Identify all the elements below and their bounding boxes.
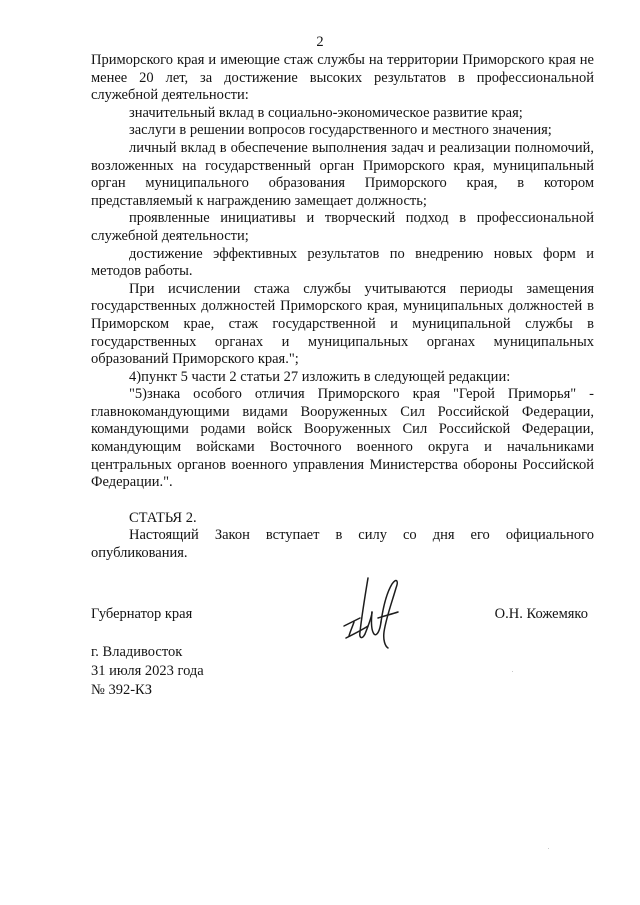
scan-speck (512, 671, 513, 672)
signatory-name: О.Н. Кожемяко (494, 606, 588, 622)
paragraph-service-period: При исчислении стажа службы учитываются периоды замещения государственных должностей Приморского края, муниципальных должностей в Приморском крае, стаж государственной и муниципальной службы в государственных органах и муниципальных органах муниципальных образований Приморского края."; (91, 280, 594, 368)
page-number: 2 (316, 34, 324, 50)
paragraph-amendment-text: "5)знака особого отличия Приморского края "Герой Приморья" - главнокомандующими видами Вооруженных Сил Российской Федерации, командующими родами войск Вооруженных Сил Российской Федерации, командующим войсками Восточного военного округа и начальниками центральных органов военного управления Министерства обороны Российской Федерации.". (91, 386, 594, 491)
paragraph-list-item: значительный вклад в социально-экономическое развитие края; (129, 104, 523, 121)
scan-speck (548, 848, 549, 849)
article-heading: СТАТЬЯ 2. (129, 509, 197, 526)
paragraph-amendment-intro: 4)пункт 5 части 2 статьи 27 изложить в следующей редакции: (129, 368, 511, 385)
paragraph-list-item: достижение эффективных результатов по внедрению новых форм и методов работы. (91, 245, 594, 280)
paragraph-continuation: Приморского края и имеющие стаж службы на территории Приморского края не менее 20 лет, за достижение высоких результатов в профессиональной служебной деятельности: (91, 52, 594, 104)
paragraph-list-item: личный вклад в обеспечение выполнения задач и реализации полномочий, возложенных на государственный орган Приморского края, муниципальный орган муниципального образования Приморского края, в котором представляемый к награждению замещает должность; (91, 139, 594, 209)
paragraph-list-item: заслуги в решении вопросов государственного и местного значения; (129, 122, 552, 139)
issue-city: г. Владивосток (91, 644, 183, 660)
law-number: № 392-КЗ (91, 682, 152, 698)
paragraph-list-item: проявленные инициативы и творческий подход в профессиональной служебной деятельности; (91, 210, 594, 244)
article-text: Настоящий Закон вступает в силу со дня его официального опубликования. (91, 527, 594, 562)
document-footer (91, 643, 204, 700)
document-body (91, 52, 594, 563)
issue-date: 31 июля 2023 года (91, 663, 204, 679)
signatory-position: Губернатор края (91, 606, 193, 622)
spacer (91, 492, 594, 510)
handwritten-signature (338, 574, 408, 652)
